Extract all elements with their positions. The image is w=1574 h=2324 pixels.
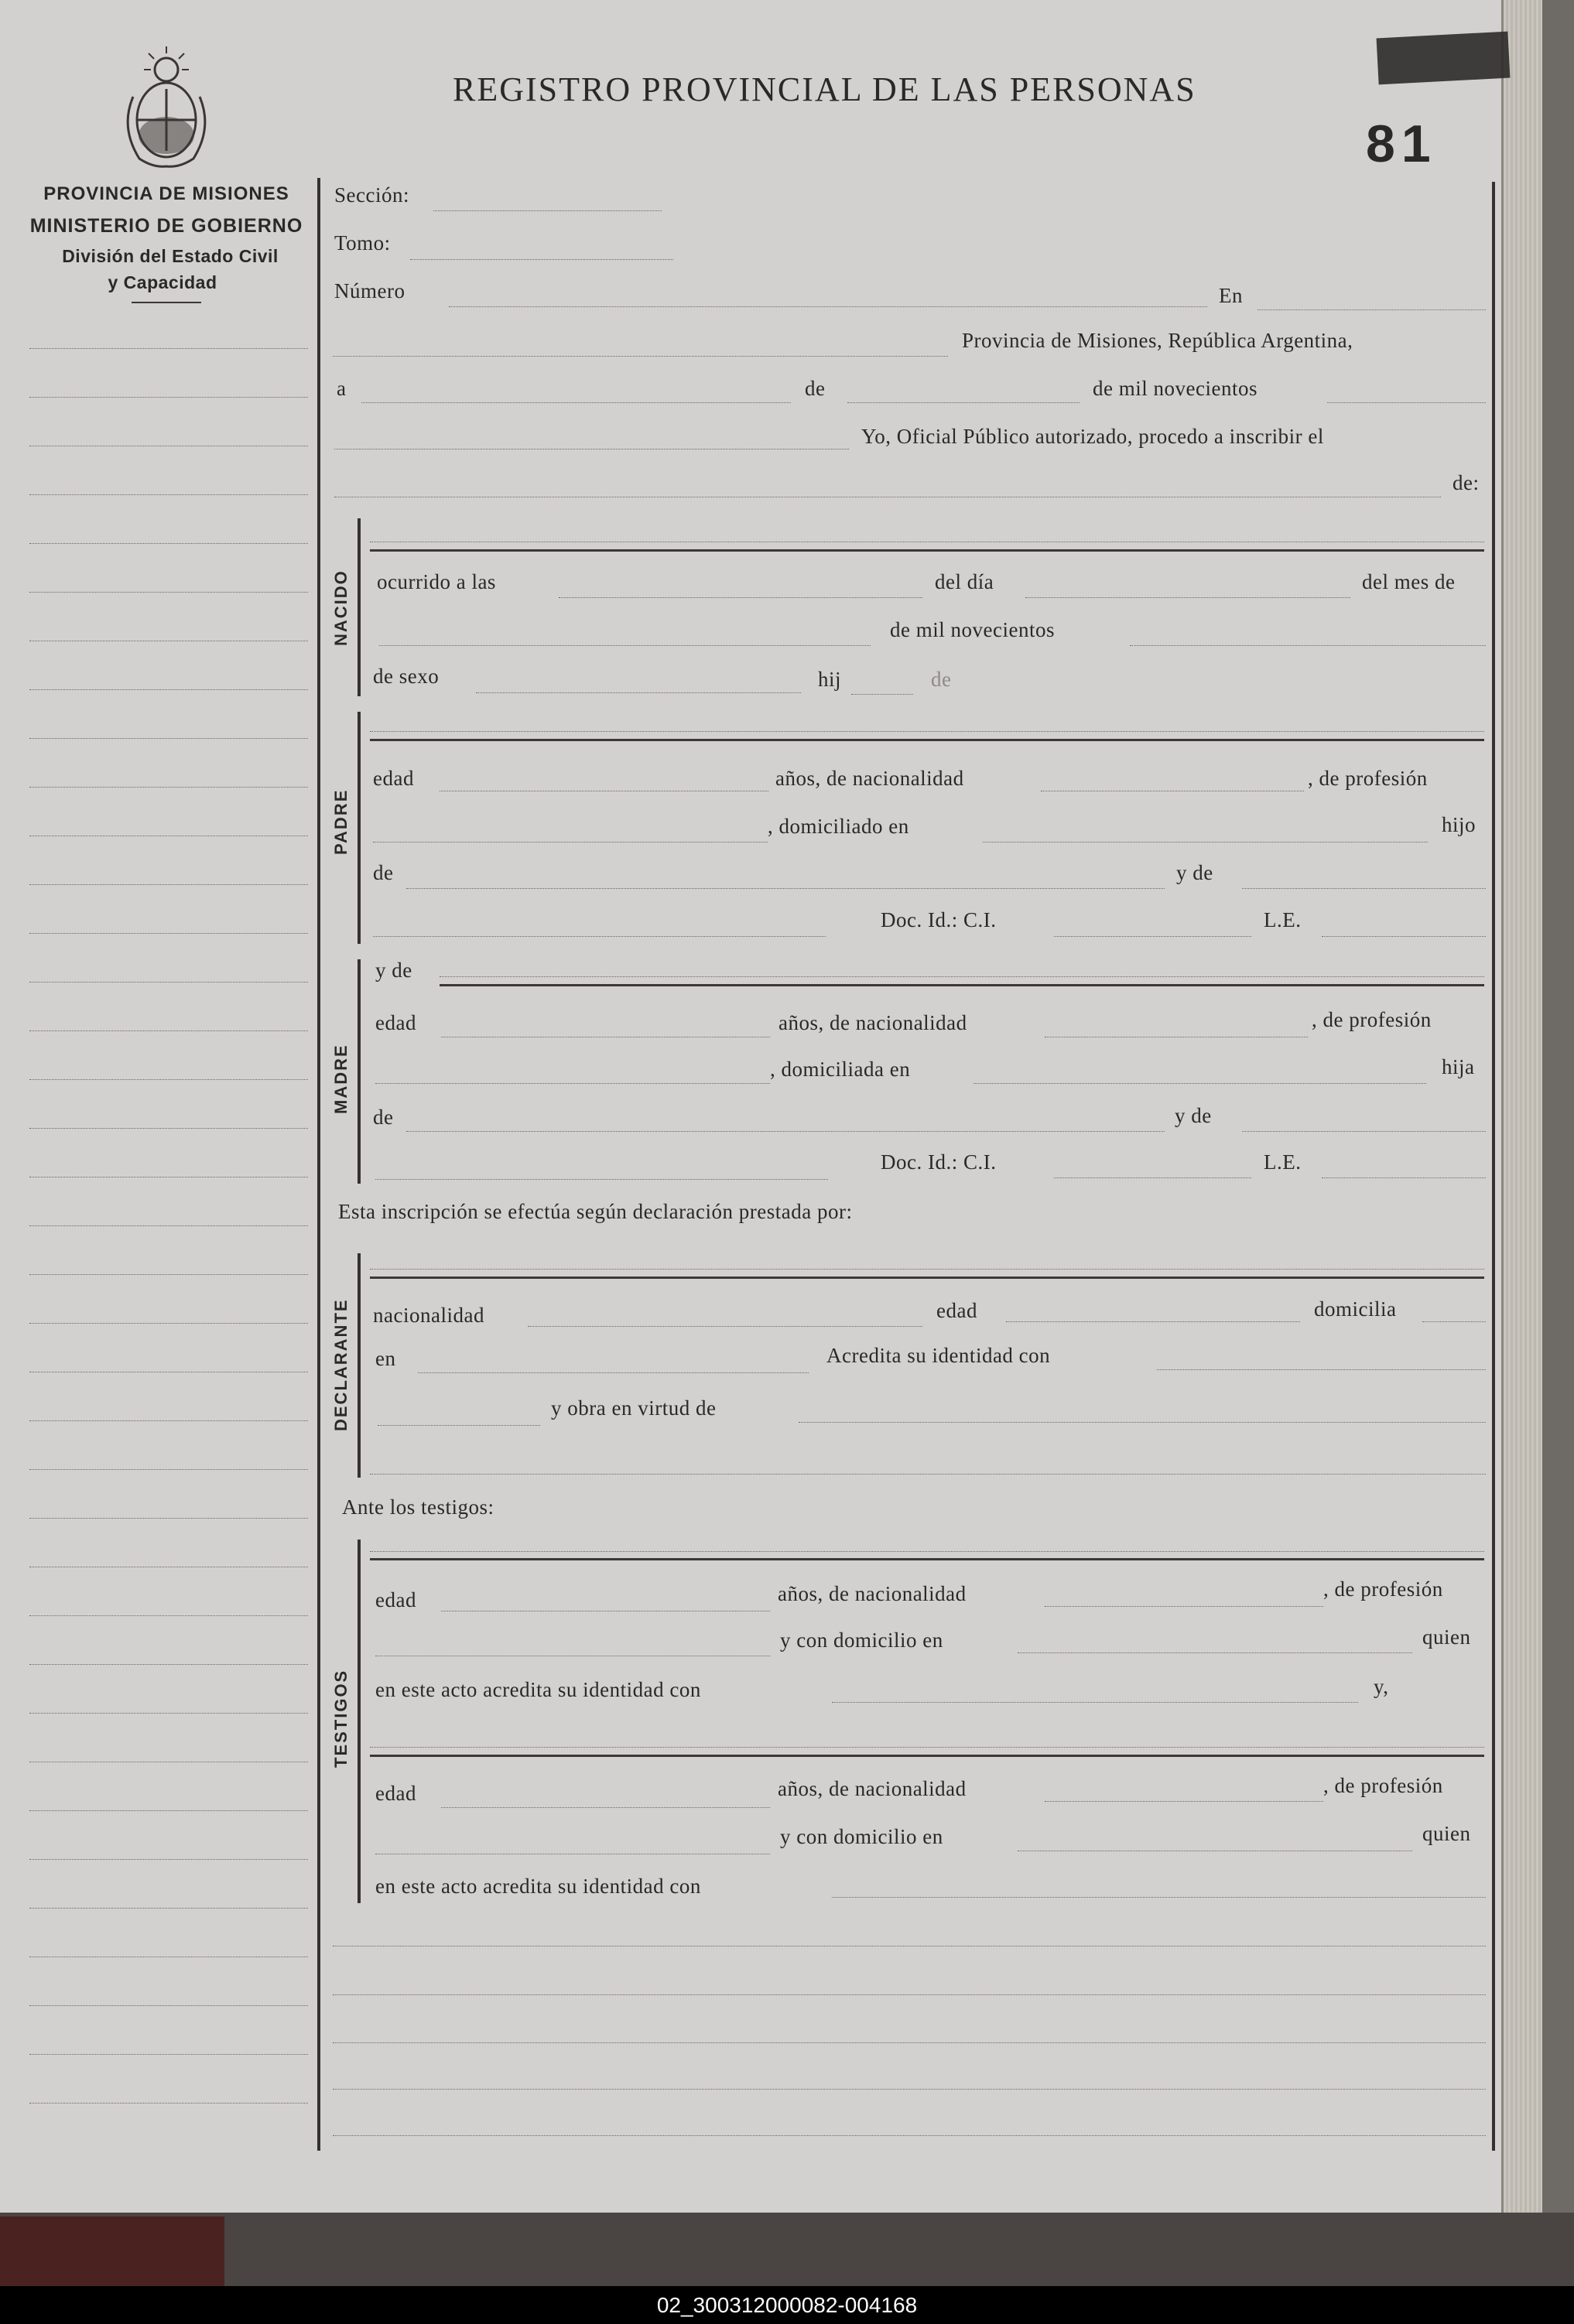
declarante-solid-line	[370, 1276, 1484, 1279]
padre-yde-label: y de	[1176, 861, 1213, 884]
madre-yde-label: y de	[1175, 1104, 1212, 1127]
padre-name-line	[370, 731, 1484, 732]
margin-line	[29, 592, 308, 593]
testigo1-acredita-line	[832, 1702, 1358, 1703]
a-line	[361, 402, 791, 403]
tomo-line	[410, 259, 673, 260]
margin-line	[29, 2103, 308, 2104]
declarante-edad-line	[1006, 1321, 1300, 1322]
margin-line	[29, 397, 308, 398]
a-label: a	[337, 377, 347, 400]
margin-line	[29, 2005, 308, 2006]
provincia-text: Provincia de Misiones, República Argentina,	[962, 329, 1353, 352]
testigo1-edad-label: edad	[375, 1588, 416, 1611]
madre-dom-line	[973, 1083, 1426, 1084]
office-division: División del Estado Civil	[62, 246, 279, 266]
padre-de-label: de	[373, 861, 394, 884]
margin-line	[29, 884, 308, 885]
testigo1-name-line	[370, 1551, 1484, 1552]
madre-yde-line	[1242, 1131, 1486, 1132]
margin-line	[29, 1225, 308, 1226]
mil-novecientos-label: de mil novecientos	[1093, 377, 1257, 400]
nacido-label: NACIDO	[331, 569, 351, 646]
de-colon: de:	[1453, 471, 1480, 494]
madre-doc-label: Doc. Id.: C.I.	[881, 1150, 997, 1174]
sexo-label: de sexo	[373, 665, 440, 688]
ink-smudge	[1377, 32, 1511, 85]
blank-line	[333, 2135, 1486, 2136]
ocurrido-label: ocurrido a las	[377, 570, 496, 593]
margin-line	[29, 787, 308, 788]
testigo1-quien-label: quien	[1422, 1625, 1471, 1649]
declarante-acredita-line	[1157, 1369, 1486, 1370]
testigo2-acredita-label: en este acto acredita su identidad con	[375, 1875, 701, 1898]
madre-domiciliada-label: , domiciliada en	[770, 1058, 911, 1081]
testigo2-nac-line	[1045, 1801, 1323, 1802]
padre-bracket	[358, 712, 361, 944]
testigos-bracket	[358, 1540, 361, 1903]
place-line	[333, 356, 948, 357]
nacido-bracket	[358, 518, 361, 696]
declarante-en-line	[418, 1372, 809, 1373]
margin-line	[29, 933, 308, 934]
declarante-intro: Esta inscripción se efectúa según declaración prestada por:	[338, 1200, 853, 1223]
margin-line	[29, 348, 308, 349]
margin-line	[29, 982, 308, 983]
del-mes-label: del mes de	[1362, 570, 1456, 593]
background-book-cover	[0, 2216, 224, 2294]
testigo1-acredita-label: en este acto acredita su identidad con	[375, 1678, 701, 1701]
folio-number: 81	[1366, 114, 1437, 173]
margin-line	[29, 1615, 308, 1616]
blank-line	[333, 1994, 1486, 1995]
madre-anos-label: años, de nacionalidad	[778, 1011, 967, 1034]
padre-profesion-label: , de profesión	[1308, 767, 1428, 790]
padre-de-line	[406, 888, 1165, 889]
testigo2-quien-label: quien	[1422, 1822, 1471, 1845]
madre-yde-top: y de	[375, 959, 412, 982]
padre-edad-label: edad	[373, 767, 414, 790]
testigo1-dom-line	[1018, 1652, 1412, 1653]
declarante-edad-label: edad	[936, 1299, 977, 1322]
testigo2-edad-label: edad	[375, 1782, 416, 1805]
margin-line	[29, 1274, 308, 1275]
padre-ci-line	[1054, 936, 1251, 937]
testigo2-anos-label: años, de nacionalidad	[778, 1777, 967, 1800]
margin-line	[29, 1810, 308, 1811]
madre-de-line	[406, 1131, 1165, 1132]
underline	[132, 302, 201, 303]
testigo1-anos-label: años, de nacionalidad	[778, 1582, 967, 1605]
margin-line	[29, 1030, 308, 1031]
declarante-obra-line	[799, 1422, 1486, 1423]
padre-le-line	[1322, 936, 1486, 937]
seccion-label: Sección:	[334, 183, 409, 207]
year-line	[1327, 402, 1486, 403]
declarante-en-label: en	[375, 1347, 396, 1370]
declarante-nac-line	[528, 1326, 922, 1327]
madre-le-label: L.E.	[1264, 1150, 1302, 1174]
office-province: PROVINCIA DE MISIONES	[43, 183, 289, 204]
testigo2-profesion-label: , de profesión	[1323, 1774, 1443, 1797]
month-line	[847, 402, 1080, 403]
testigo1-nac-line	[1045, 1606, 1323, 1607]
testigos-label: TESTIGOS	[331, 1669, 351, 1768]
hij-label: hij	[818, 668, 842, 691]
margin-line	[29, 738, 308, 739]
image-caption: 02_300312000082-004168	[0, 2286, 1574, 2324]
madre-hija-label: hija	[1442, 1055, 1475, 1078]
margin-line	[29, 1908, 308, 1909]
margin-line	[29, 689, 308, 690]
testigo2-solid-line	[370, 1755, 1484, 1757]
tomo-label: Tomo:	[334, 231, 391, 255]
padre-anos-label: años, de nacionalidad	[775, 767, 964, 790]
padre-le-label: L.E.	[1264, 908, 1302, 931]
nacido-de-label: de	[931, 668, 952, 691]
declarante-dom-line	[1422, 1321, 1486, 1322]
dia-line	[1025, 597, 1350, 598]
nacido-year-line	[1130, 645, 1486, 646]
nacido-mil-label: de mil novecientos	[890, 618, 1055, 641]
margin-line	[29, 2054, 308, 2055]
padre-yde-line	[1242, 888, 1486, 889]
office-capacity: y Capacidad	[108, 272, 217, 292]
hora-line	[559, 597, 922, 598]
testigo1-domicilio-label: y con domicilio en	[780, 1629, 943, 1652]
declarante-obra-pre-line	[378, 1425, 540, 1426]
padre-domiciliado-label: , domiciliado en	[768, 815, 909, 838]
book-binding	[1501, 0, 1542, 2213]
padre-label: PADRE	[331, 788, 351, 855]
del-dia-label: del día	[935, 570, 994, 593]
hij-line	[851, 694, 913, 695]
margin-line	[29, 494, 308, 495]
margin-line	[29, 1079, 308, 1080]
madre-solid-line	[440, 984, 1484, 986]
margin-line	[29, 1518, 308, 1519]
madre-de-label: de	[373, 1106, 394, 1129]
coat-of-arms-emblem	[116, 43, 217, 170]
padre-solid-line	[370, 739, 1484, 741]
declarante-acredita-label: Acredita su identidad con	[826, 1344, 1051, 1367]
blank-line	[333, 2089, 1486, 2090]
page-title: REGISTRO PROVINCIAL DE LAS PERSONAS	[453, 70, 1196, 108]
testigo2-acredita-line	[832, 1897, 1486, 1898]
declarante-domicilia-label: domicilia	[1314, 1297, 1397, 1321]
testigos-intro: Ante los testigos:	[342, 1495, 494, 1519]
sexo-line	[476, 692, 801, 693]
margin-rule	[317, 178, 320, 2151]
numero-line	[449, 306, 1207, 307]
blank-line	[333, 2042, 1486, 2043]
margin-line	[29, 543, 308, 544]
madre-prof-line	[375, 1083, 770, 1084]
padre-doc-pre-line	[373, 936, 826, 937]
declarante-obra-label: y obra en virtud de	[551, 1396, 717, 1420]
margin-line	[29, 1664, 308, 1665]
en-label: En	[1219, 284, 1243, 307]
testigo1-profesion-label: , de profesión	[1323, 1577, 1443, 1601]
testigo2-name-line	[370, 1747, 1484, 1748]
madre-bracket	[358, 959, 361, 1184]
margin-line	[29, 1713, 308, 1714]
madre-le-line	[1322, 1177, 1486, 1178]
nacido-solid-line	[370, 549, 1484, 552]
numero-label: Número	[334, 279, 405, 302]
declarante-nacionalidad-label: nacionalidad	[373, 1304, 484, 1327]
margin-line	[29, 1420, 308, 1421]
testigo2-edad-line	[441, 1807, 770, 1808]
padre-hijo-label: hijo	[1442, 813, 1476, 836]
padre-doc-label: Doc. Id.: C.I.	[881, 908, 997, 931]
yo-text: Yo, Oficial Público autorizado, procedo a inscribir el	[861, 425, 1324, 448]
madre-name-line	[440, 976, 1484, 977]
declarante-bracket	[358, 1253, 361, 1478]
declarante-label: DECLARANTE	[331, 1298, 351, 1431]
margin-line	[29, 1859, 308, 1860]
right-rule	[1492, 182, 1495, 2151]
declarante-extra-line	[370, 1474, 1486, 1475]
margin-line	[29, 1128, 308, 1129]
madre-profesion-label: , de profesión	[1312, 1008, 1432, 1031]
declarante-name-line	[370, 1269, 1484, 1270]
madre-ci-line	[1054, 1177, 1251, 1178]
testigo2-domicilio-label: y con domicilio en	[780, 1825, 943, 1848]
margin-line	[29, 1469, 308, 1470]
de-label: de	[805, 377, 826, 400]
seccion-line	[433, 210, 662, 211]
testigo1-y-label: y,	[1374, 1675, 1389, 1698]
margin-line	[29, 1323, 308, 1324]
madre-edad-label: edad	[375, 1011, 416, 1034]
madre-label: MADRE	[331, 1044, 351, 1114]
en-line	[1257, 309, 1486, 310]
madre-doc-pre-line	[375, 1179, 828, 1180]
office-ministry: MINISTERIO DE GOBIERNO	[29, 215, 303, 237]
mes-line	[379, 645, 871, 646]
testigo1-solid-line	[370, 1558, 1484, 1560]
